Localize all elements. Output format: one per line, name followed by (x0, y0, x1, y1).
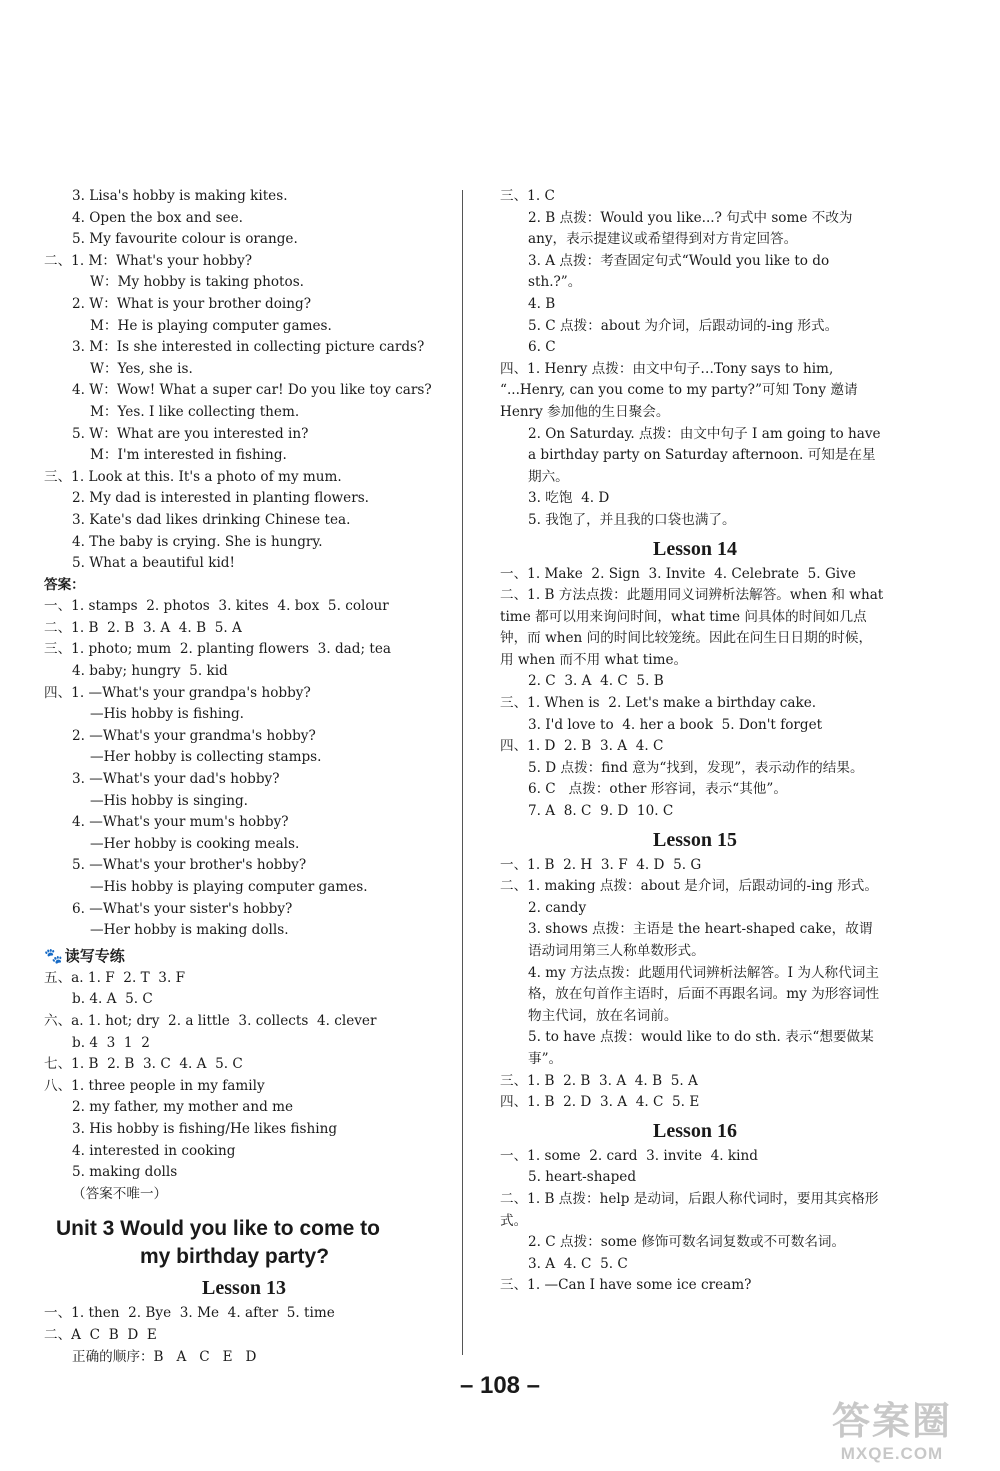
paw-icon: 🐾 (44, 946, 63, 965)
text-line: 3. Kate's dad likes drinking Chinese tea. (72, 511, 351, 528)
text-line: 六、a. 1. hot; dry 2. a little 3. collects 4. clever (44, 1012, 377, 1029)
text-line: 4. —What's your mum's hobby? (72, 814, 289, 831)
text-line: 四、1. B 2. D 3. A 4. C 5. E (500, 1094, 700, 1111)
text-line: 5. 我饱了，并且我的口袋也满了。 (528, 511, 736, 528)
text-line: 4. interested in cooking (72, 1142, 236, 1159)
text-line: 2. W：What is your brother doing? (72, 295, 311, 312)
text-line: 三、1. B 2. B 3. A 4. B 5. A (500, 1072, 698, 1089)
text-line: 5. My favourite colour is orange. (72, 231, 298, 248)
text-line: 4. Open the box and see. (72, 209, 243, 226)
text-line: 4. my 方法点拨：此题用代词辨析法解答。I 为人称代词主格，放在句首作主语时，后面不再跟名词。my 为形容词性物主代词，放在名词前。 (528, 964, 880, 1024)
text-line: b. 4 3 1 2 (72, 1034, 150, 1051)
text-line: W：Yes, she is. (90, 360, 193, 377)
text-line: 二、1. B 点拨：help 是动词，后跟人称代词时，要用其宾格形式。 (500, 1190, 879, 1229)
text-line: 4. B (528, 295, 556, 312)
text-line: 二、A C B D E (44, 1326, 157, 1343)
watermark (802, 1400, 982, 1464)
watermark-url: MXQE.COM (840, 1444, 944, 1463)
text-line: 4. baby; hungry 5. kid (72, 663, 228, 680)
text-line: 一、1. B 2. H 3. F 4. D 5. G (500, 856, 702, 873)
text-line: M：He is playing computer games. (90, 317, 332, 334)
answers-heading: 答案： (44, 576, 85, 593)
text-line: 3. M：Is she interested in collecting picture cards? (72, 339, 425, 356)
watermark-logo: 答案圈 (831, 1401, 952, 1443)
text-line: 五、a. 1. F 2. T 3. F (44, 969, 186, 986)
text-line: 7. A 8. C 9. D 10. C (528, 803, 674, 820)
text-line: 3. I'd love to 4. her a book 5. Don't forget (528, 716, 823, 733)
unit-title (44, 1215, 444, 1271)
text-line: 5. What a beautiful kid! (72, 555, 235, 572)
text-line: 3. Lisa's hobby is making kites. (72, 188, 288, 204)
text-line: 5. D 点拨：find 意为“找到，发现”，表示动作的结果。 (528, 759, 864, 776)
text-line: 3. His hobby is fishing/He likes fishing (72, 1120, 338, 1137)
text-line: 2. My dad is interested in planting flowers. (72, 490, 369, 507)
text-line: 一、1. then 2. Bye 3. Me 4. after 5. time (44, 1305, 335, 1322)
text-line: 四、1. —What's your grandpa's hobby? (44, 684, 311, 701)
section-title: 读写专练 (64, 946, 125, 965)
text-line: M：Yes. I like collecting them. (90, 403, 300, 420)
text-line: 2. C 点拨：some 修饰可数名词复数或不可数名词。 (528, 1234, 846, 1251)
column-divider (462, 190, 463, 1355)
text-line: —His hobby is fishing. (90, 706, 245, 723)
right-column (500, 186, 890, 1297)
lesson-14-heading: Lesson 14 (653, 537, 737, 560)
text-line: 6. —What's your sister's hobby? (72, 900, 293, 917)
text-line: 3. A 点拨：考查固定句式“Would you like to do sth.?”。 (528, 252, 830, 291)
unit-title-line2: my birthday party? (140, 1245, 330, 1269)
page-number: – 108 – (459, 1372, 541, 1399)
text-line: 二、1. M：What's your hobby? (44, 252, 253, 269)
text-line: 5. C 点拨：about 为介词，后跟动词的-ing 形式。 (528, 317, 839, 334)
text-line: 4. The baby is crying. She is hungry. (72, 533, 323, 550)
lesson-13-heading: Lesson 13 (202, 1277, 286, 1300)
text-line: 二、1. B 方法点拨：此题用同义词辨析法解答。when 和 what time 都可以用来询问时间，what time 问具体的时间如几点钟，而 when 问的时间比较笼统。因此在问生日日期的时候，用 when 而不用 what time。 (500, 587, 884, 668)
text-line: 2. candy (528, 899, 587, 916)
text-line: —Her hobby is cooking meals. (90, 835, 300, 852)
text-line: 一、1. Make 2. Sign 3. Invite 4. Celebrate 5. Give (500, 565, 856, 582)
text-line: 2. B 点拨：Would you like...? 句式中 some 不改为 any，表示提建议或希望得到对方肯定回答。 (528, 209, 853, 248)
text-line: 四、1. D 2. B 3. A 4. C (500, 738, 664, 755)
text-line: 三、1. C (500, 188, 555, 204)
text-line: 三、1. Look at this. It's a photo of my mum. (44, 468, 342, 485)
text-line: —Her hobby is collecting stamps. (90, 749, 322, 766)
lesson-15-heading: Lesson 15 (653, 828, 737, 851)
text-line: 四、1. Henry 点拨：由文中句子…Tony says to him, “...Henry, can you come to my party?”可知 Tony 邀请 Henry 参加他的生日聚会。 (500, 360, 858, 420)
text-line: 3. A 4. C 5. C (528, 1255, 628, 1272)
text-line: 正确的顺序：B A C E D (72, 1348, 257, 1365)
lesson-16-heading: Lesson 16 (653, 1119, 737, 1142)
text-line: 6. C 点拨：other 形容词，表示“其他”。 (528, 781, 787, 798)
text-line: —His hobby is playing computer games. (90, 879, 368, 895)
text-line: 一、1. some 2. card 3. invite 4. kind (500, 1147, 758, 1164)
text-line: 三、1. When is 2. Let's make a birthday cake. (500, 695, 817, 712)
text-line: 2. On Saturday. 点拨：由文中句子 I am going to have a birthday party on Saturday afternoon. 可知是在星期六。 (528, 425, 881, 485)
text-line: 二、1. making 点拨：about 是介词，后跟动词的-ing 形式。 (500, 878, 878, 895)
text-line: —His hobby is singing. (90, 792, 248, 809)
text-line: 三、1. —Can I have some ice cream? (500, 1277, 752, 1294)
section-heading (44, 944, 444, 968)
text-line: 一、1. stamps 2. photos 3. kites 4. box 5. colour (44, 598, 389, 615)
text-line: 三、1. photo; mum 2. planting flowers 3. dad; tea (44, 641, 391, 658)
text-line: 3. —What's your dad's hobby? (72, 771, 280, 788)
text-line: 4. W：Wow! What a super car! Do you like toy cars? (72, 382, 432, 399)
text-line: 2. —What's your grandma's hobby? (72, 727, 316, 744)
text-line: 5. —What's your brother's hobby? (72, 857, 307, 874)
text-line: 八、1. three people in my family (44, 1077, 265, 1094)
text-line: 二、1. B 2. B 3. A 4. B 5. A (44, 619, 242, 636)
unit-title-line1: Unit 3 Would you like to come to (56, 1217, 380, 1241)
text-line: 5. heart-shaped (528, 1169, 637, 1186)
text-line: 3. shows 点拨：主语是 the heart-shaped cake，故谓语动词用第三人称单数形式。 (528, 921, 873, 959)
text-line: 5. W：What are you interested in? (72, 425, 309, 442)
text-line: W：My hobby is taking photos. (90, 274, 304, 291)
text-line: 5. to have 点拨：would like to do sth. 表示“想要做某事”。 (528, 1029, 874, 1067)
text-line: —Her hobby is making dolls. (90, 922, 289, 939)
left-column (44, 186, 444, 1368)
text-line: 5. making dolls (72, 1164, 178, 1181)
text-line: M：I'm interested in fishing. (90, 447, 287, 464)
text-line: 6. C (528, 339, 556, 356)
text-line: （答案不唯一） (72, 1185, 168, 1202)
text-line: 2. my father, my mother and me (72, 1099, 294, 1116)
text-line: b. 4. A 5. C (72, 991, 153, 1008)
text-line: 七、1. B 2. B 3. C 4. A 5. C (44, 1056, 243, 1073)
text-line: 3. 吃饱 4. D (528, 490, 610, 507)
text-line: 2. C 3. A 4. C 5. B (528, 673, 664, 690)
